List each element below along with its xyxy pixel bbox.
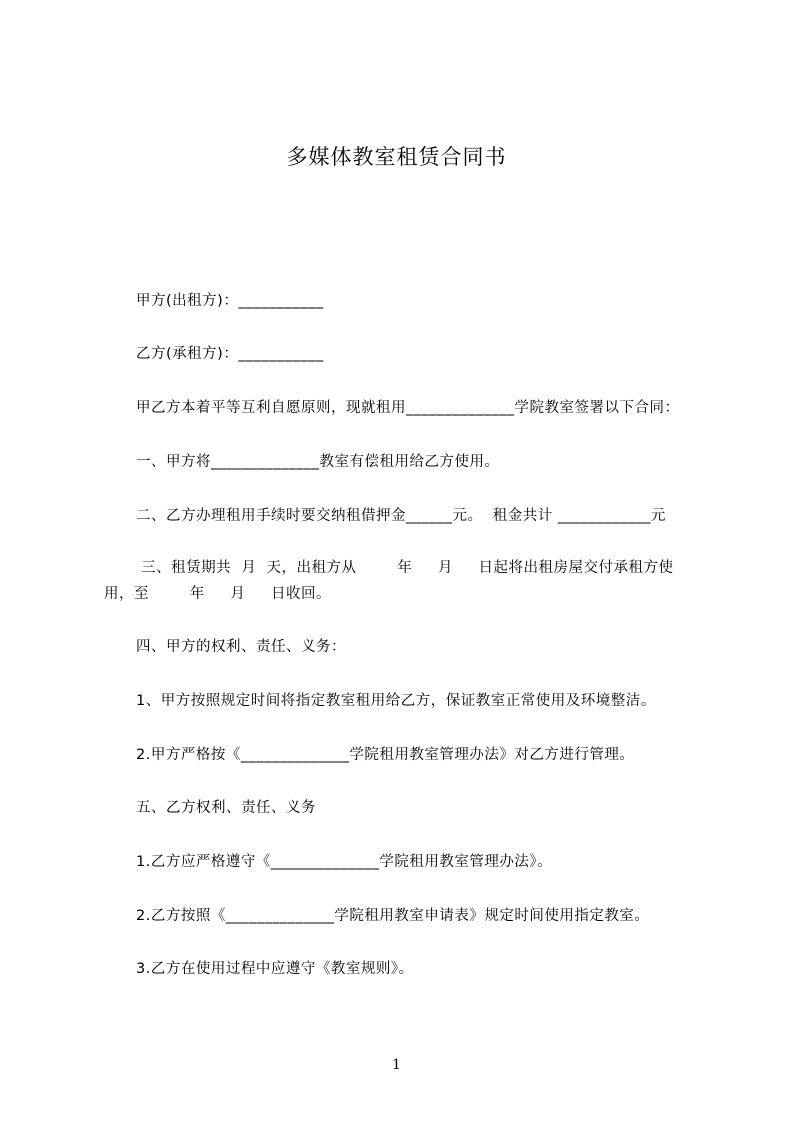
clause-3-line-1: 三、租赁期共 月 天，出租方从 年 月 日起将出租房屋交付承租方使 bbox=[136, 560, 674, 576]
section-5-item-3: 3.乙方在使用过程中应遵守《教室规则》。 bbox=[136, 961, 414, 977]
section-4-item-1: 1、甲方按照规定时间将指定教室租用给乙方，保证教室正常使用及环境整洁。 bbox=[136, 693, 656, 709]
section-4-item-2: 2.甲方严格按《______________学院租用教室管理办法》对乙方进行管理。 bbox=[136, 747, 635, 763]
page-number: 1 bbox=[392, 1057, 401, 1073]
clause-3-line-2: 用，至 年 月 日收回。 bbox=[104, 586, 331, 602]
party-a-line: 甲方(出租方)：___________ bbox=[136, 293, 324, 309]
preamble-paragraph: 甲乙方本着平等互利自愿原则，现就租用______________学院教室签署以下合同： bbox=[136, 400, 680, 416]
section-5-heading: 五、乙方权利、责任、义务 bbox=[136, 800, 316, 816]
clause-1: 一、甲方将______________教室有偿租用给乙方使用。 bbox=[136, 454, 500, 470]
document-title: 多媒体教室租赁合同书 bbox=[286, 145, 507, 169]
section-5-item-1: 1.乙方应严格遵守《______________学院租用教室管理办法》。 bbox=[136, 854, 553, 870]
party-b-line: 乙方(承租方)：___________ bbox=[136, 346, 324, 362]
section-5-item-2: 2.乙方按照《______________学院租用教室申请表》规定时间使用指定教室。 bbox=[136, 908, 650, 924]
clause-2: 二、乙方办理租用手续时要交纳租借押金______元。 租金共计 ____________元 bbox=[136, 508, 666, 524]
section-4-heading: 四、甲方的权利、责任、义务： bbox=[136, 639, 346, 655]
